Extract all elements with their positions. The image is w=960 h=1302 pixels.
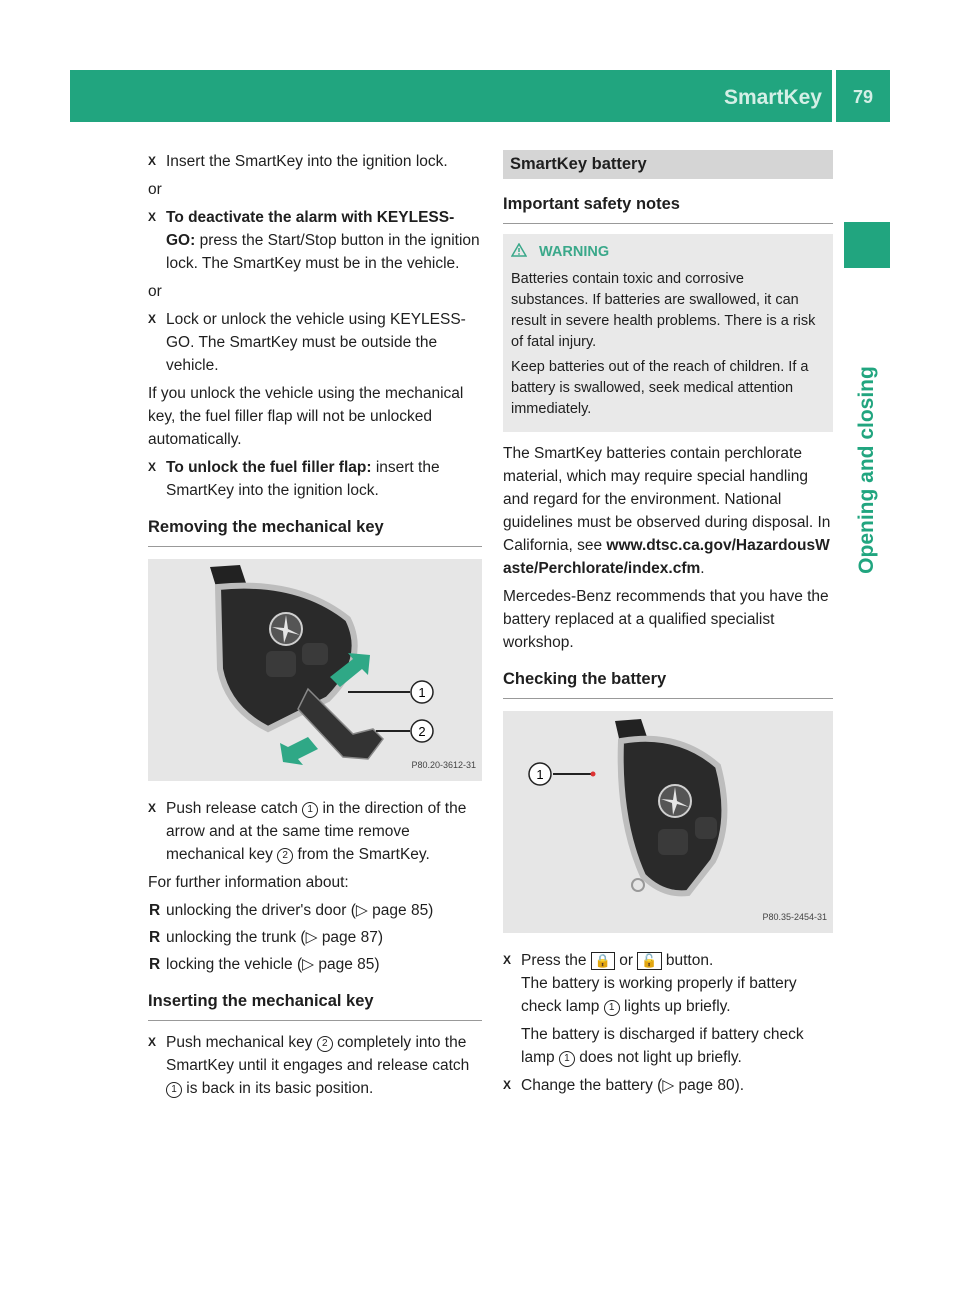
figure-remove-key bbox=[148, 559, 482, 781]
callout-ref: 1 bbox=[604, 1000, 620, 1016]
step-arrow-icon: X bbox=[148, 312, 157, 326]
instruction-step: X To deactivate the alarm with KEYLESS-GO: press the Start/Stop button in the ignition lock. The SmartKey must be in the vehicle. bbox=[148, 206, 482, 275]
heading-safety-notes: Important safety notes bbox=[503, 193, 833, 224]
callout-ref: 1 bbox=[559, 1051, 575, 1067]
list-item: R unlocking the driver's door (▷ page 85) bbox=[148, 899, 482, 922]
callout-ref: 1 bbox=[302, 802, 318, 818]
paragraph: The SmartKey batteries contain perchlorate material, which may require special handling and regard for the environment. National guidelines must be observed during disposal. In California, see www.dtsc.ca.gov/HazardousWaste/Perchlorate/index.cfm. bbox=[503, 445, 831, 577]
figure-id: P80.20-3612-31 bbox=[411, 760, 476, 770]
smartkey-illustration bbox=[503, 711, 833, 933]
paragraph: For further information about: bbox=[148, 874, 349, 891]
header-page-box bbox=[836, 70, 890, 122]
callout-1: 1 bbox=[536, 767, 544, 782]
step-arrow-icon: X bbox=[503, 953, 512, 967]
instruction-step: X Change the battery (▷ page 80). bbox=[503, 1074, 833, 1097]
header-bar bbox=[70, 70, 832, 122]
bullet-icon: R bbox=[149, 956, 161, 973]
section-title: SmartKey battery bbox=[503, 150, 833, 179]
warning-box bbox=[503, 234, 833, 432]
callout-ref: 1 bbox=[166, 1082, 182, 1098]
instruction-step: X To unlock the fuel filler flap: insert the SmartKey into the ignition lock. bbox=[148, 456, 482, 502]
page-ref-link[interactable]: page 87) bbox=[321, 929, 384, 946]
list-item: R locking the vehicle (▷ page 85) bbox=[148, 953, 482, 976]
instruction-step: X Push mechanical key 2 completely into the SmartKey until it engages and release catch 1 is back in its basic position. bbox=[148, 1031, 482, 1100]
right-column bbox=[503, 150, 833, 1102]
step-arrow-icon: X bbox=[148, 1035, 157, 1049]
smartkey-illustration bbox=[148, 559, 482, 781]
page-ref-link[interactable]: page 80). bbox=[678, 1077, 745, 1094]
callout-2: 2 bbox=[418, 724, 426, 739]
step-arrow-icon: X bbox=[503, 1078, 512, 1092]
bullet-icon: R bbox=[149, 929, 161, 946]
url-link[interactable]: www.dtsc.ca.gov/HazardousWaste/Perchlorate/index.cfm bbox=[503, 537, 830, 577]
step-arrow-icon: X bbox=[148, 154, 157, 168]
callout-ref: 2 bbox=[277, 848, 293, 864]
page-ref-link[interactable]: page 85) bbox=[372, 902, 434, 919]
figure-check-battery bbox=[503, 711, 833, 933]
page-ref-link[interactable]: page 85) bbox=[318, 956, 380, 973]
warning-header: WARNING bbox=[511, 242, 825, 263]
step-arrow-icon: X bbox=[148, 210, 157, 224]
callout-ref: 2 bbox=[317, 1036, 333, 1052]
instruction-step: X Insert the SmartKey into the ignition lock. bbox=[148, 150, 482, 173]
instruction-step: X Lock or unlock the vehicle using KEYLESS-GO. The SmartKey must be outside the vehicle. bbox=[148, 308, 482, 377]
page-number: 79 bbox=[852, 87, 874, 107]
instruction-step: X Press the 🔒 or 🔓 button. The battery is working properly if battery check lamp 1 lights up briefly. The battery is discharged if battery check lamp 1 does not light up briefly. bbox=[503, 949, 833, 1069]
callout-1: 1 bbox=[418, 685, 426, 700]
bullet-icon: R bbox=[149, 902, 161, 919]
instruction-step: X Push release catch 1 in the direction of the arrow and at the same time remove mechanical key 2 from the SmartKey. bbox=[148, 797, 482, 866]
unlock-button-icon: 🔓 bbox=[637, 952, 661, 970]
figure-id: P80.35-2454-31 bbox=[762, 912, 827, 922]
lock-button-icon: 🔒 bbox=[591, 952, 615, 970]
side-tab-marker bbox=[844, 222, 890, 268]
or-text: or bbox=[148, 181, 162, 198]
step-arrow-icon: X bbox=[148, 460, 157, 474]
left-column bbox=[148, 150, 482, 1105]
or-text: or bbox=[148, 283, 162, 300]
paragraph: Mercedes-Benz recommends that you have the battery replaced at a qualified specialist workshop. bbox=[503, 588, 829, 651]
header-title: SmartKey bbox=[723, 86, 822, 109]
warning-text: Keep batteries out of the reach of children. If a battery is swallowed, seek medical attention immediately. bbox=[511, 359, 809, 417]
step-arrow-icon: X bbox=[148, 801, 157, 815]
heading-checking-battery: Checking the battery bbox=[503, 668, 833, 699]
side-tab-label: Opening and closing bbox=[855, 366, 878, 574]
warning-triangle-icon bbox=[511, 243, 527, 257]
paragraph: If you unlock the vehicle using the mechanical key, the fuel filler flap will not be unlocked automatically. bbox=[148, 385, 464, 448]
warning-text: Batteries contain toxic and corrosive substances. If batteries are swallowed, it can result in severe health problems. There is a risk of fatal injury. bbox=[511, 271, 816, 350]
list-item: R unlocking the trunk (▷ page 87) bbox=[148, 926, 482, 949]
heading-removing-key: Removing the mechanical key bbox=[148, 516, 482, 547]
heading-inserting-key: Inserting the mechanical key bbox=[148, 990, 482, 1021]
